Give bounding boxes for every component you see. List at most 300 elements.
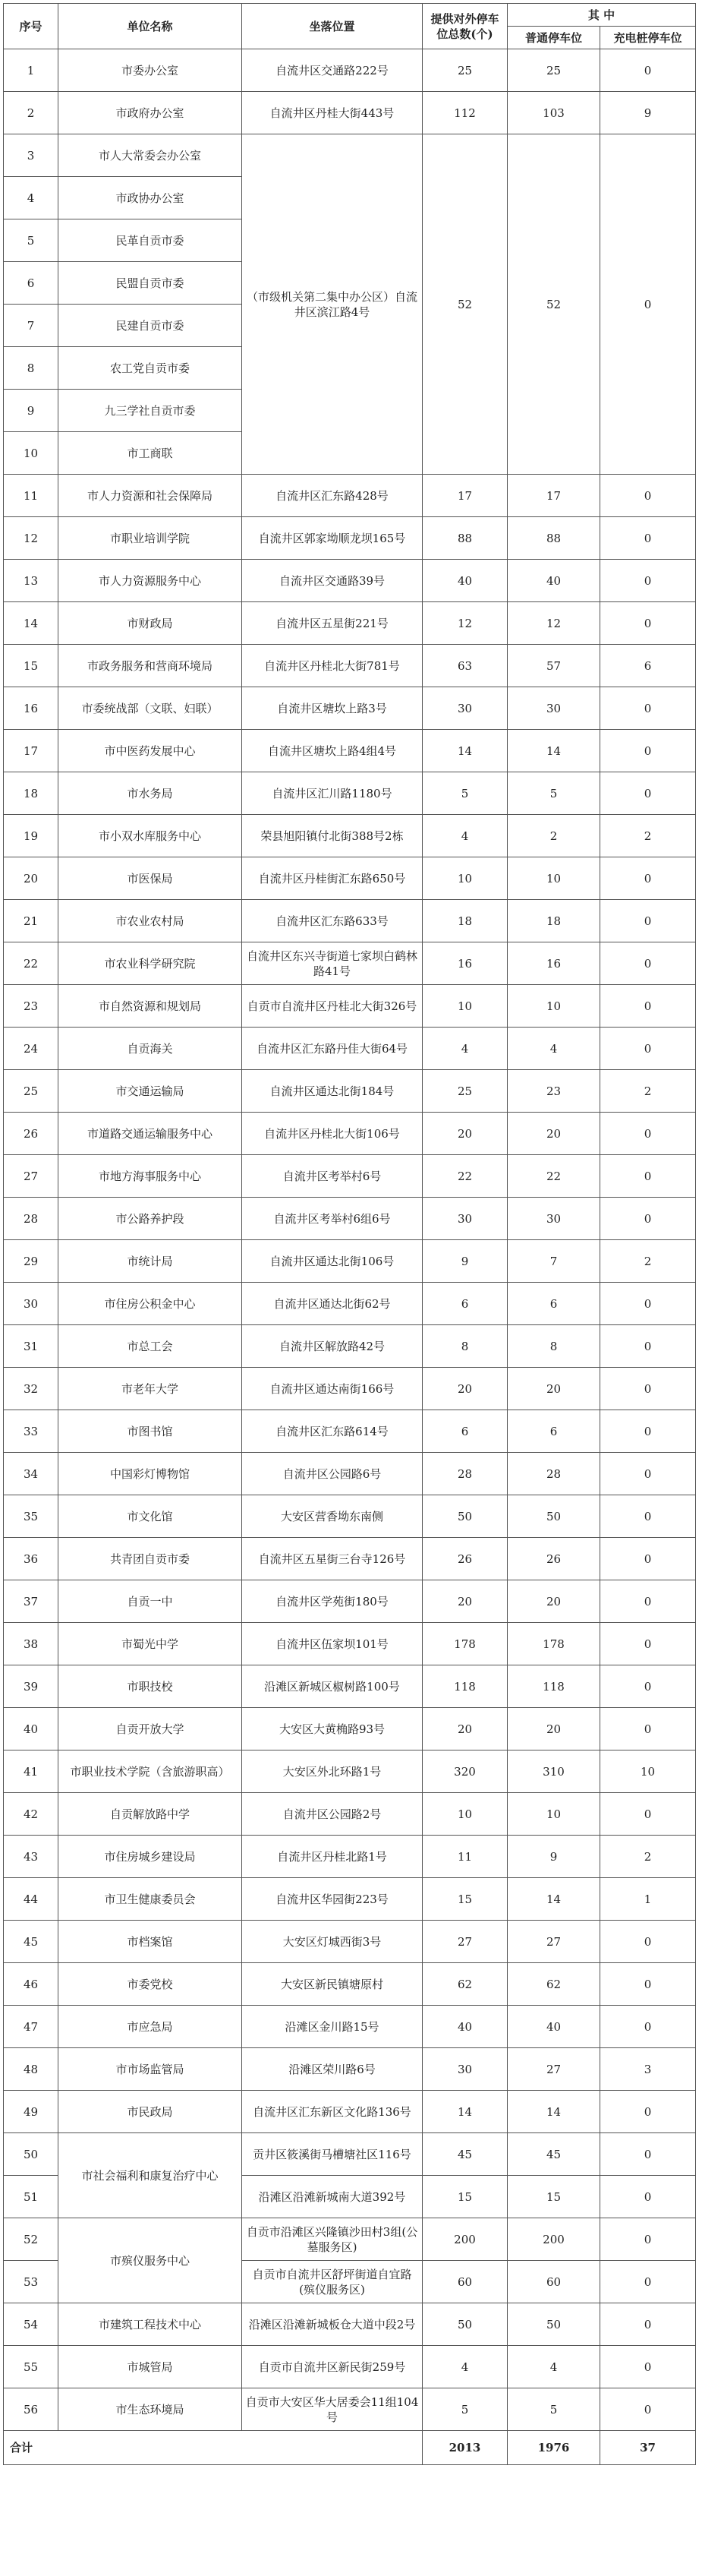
row-normal: 12 [508,602,600,645]
total-label: 合计 [4,2431,423,2465]
table-row [4,1878,696,1921]
row-location: 自流井区五星街三台寺126号 [242,1538,423,1580]
table-row [4,1155,696,1198]
row-unit-name: 自贡海关 [58,1028,242,1070]
row-seq: 16 [4,687,58,730]
row-unit-name: 市委办公室 [58,49,242,92]
row-total: 15 [423,2176,508,2218]
row-unit-name: 市政务服务和营商环境局 [58,645,242,687]
row-normal: 10 [508,1793,600,1836]
row-location: 自贡市自流井区舒坪街道自宜路(殡仪服务区) [242,2261,423,2303]
table-row [4,1113,696,1155]
row-seq: 56 [4,2388,58,2431]
row-total: 52 [423,134,508,475]
row-normal: 26 [508,1538,600,1580]
row-total: 28 [423,1453,508,1495]
row-normal: 52 [508,134,600,475]
row-normal: 2 [508,815,600,857]
row-total: 18 [423,900,508,942]
row-seq: 31 [4,1325,58,1368]
row-unit-name: 市统计局 [58,1240,242,1283]
row-normal: 310 [508,1750,600,1793]
header-normal: 普通停车位 [508,27,600,49]
row-seq: 3 [4,134,58,177]
row-location: 自流井区五星街221号 [242,602,423,645]
table-row [4,1836,696,1878]
table-row [4,687,696,730]
table-row [4,1495,696,1538]
row-unit-name: 市水务局 [58,772,242,815]
row-total: 118 [423,1665,508,1708]
row-normal: 4 [508,1028,600,1070]
row-unit-name: 市民政局 [58,2091,242,2133]
row-unit-name: 市医保局 [58,857,242,900]
table-row [4,2346,696,2388]
row-charging: 0 [600,1368,696,1410]
row-seq: 33 [4,1410,58,1453]
row-seq: 13 [4,560,58,602]
row-seq: 15 [4,645,58,687]
row-normal: 50 [508,2303,600,2346]
row-total: 25 [423,1070,508,1113]
row-normal: 28 [508,1453,600,1495]
row-charging: 0 [600,1708,696,1750]
row-location: 自贡市沿滩区兴隆镇沙田村3组(公墓服务区) [242,2218,423,2261]
row-charging: 0 [600,475,696,517]
row-charging: 1 [600,1878,696,1921]
row-total: 88 [423,517,508,560]
row-unit-name: 市生态环境局 [58,2388,242,2431]
row-location: 自流井区汇东路丹佳大街64号 [242,1028,423,1070]
row-seq: 35 [4,1495,58,1538]
row-seq: 34 [4,1453,58,1495]
row-location: 自流井区交通路222号 [242,49,423,92]
row-unit-name: 自贡一中 [58,1580,242,1623]
row-seq: 8 [4,347,58,390]
row-seq: 48 [4,2048,58,2091]
row-total: 5 [423,772,508,815]
row-charging: 0 [600,900,696,942]
row-charging: 3 [600,2048,696,2091]
row-total: 6 [423,1410,508,1453]
row-seq: 1 [4,49,58,92]
row-seq: 9 [4,390,58,432]
row-total: 14 [423,730,508,772]
row-unit-name: 市小双水库服务中心 [58,815,242,857]
row-normal: 20 [508,1708,600,1750]
total-sum: 2013 [423,2431,508,2465]
row-charging: 0 [600,1921,696,1963]
row-unit-name: 市卫生健康委员会 [58,1878,242,1921]
row-normal: 200 [508,2218,600,2261]
row-seq: 36 [4,1538,58,1580]
row-total: 4 [423,1028,508,1070]
table-row [4,2388,696,2431]
row-seq: 43 [4,1836,58,1878]
table-row [4,1070,696,1113]
table-row [4,1198,696,1240]
row-unit-name: 共青团自贡市委 [58,1538,242,1580]
table-row [4,1283,696,1325]
row-unit-name: 市交通运输局 [58,1070,242,1113]
table-row [4,1240,696,1283]
row-unit-name: 市住房城乡建设局 [58,1836,242,1878]
row-total: 20 [423,1580,508,1623]
row-normal: 57 [508,645,600,687]
table-row [4,2133,696,2176]
table-row [4,134,696,177]
row-total: 10 [423,985,508,1028]
row-total: 50 [423,2303,508,2346]
row-total: 112 [423,92,508,134]
row-normal: 10 [508,857,600,900]
row-unit-name: 市老年大学 [58,1368,242,1410]
row-total: 22 [423,1155,508,1198]
row-location: 自流井区通达北街62号 [242,1283,423,1325]
row-normal: 8 [508,1325,600,1368]
table-body [4,49,696,2465]
row-charging: 0 [600,1283,696,1325]
row-unit-name: 市政府办公室 [58,92,242,134]
header-unit: 单位名称 [58,4,242,49]
row-location: 沿滩区沿滩新城南大道392号 [242,2176,423,2218]
row-charging: 2 [600,1240,696,1283]
row-total: 178 [423,1623,508,1665]
row-charging: 0 [600,1155,696,1198]
row-charging: 0 [600,1623,696,1665]
row-location: 沿滩区沿滩新城板仓大道中段2号 [242,2303,423,2346]
row-charging: 0 [600,2346,696,2388]
row-seq: 39 [4,1665,58,1708]
row-location: 自流井区交通路39号 [242,560,423,602]
row-unit-name: 市农业农村局 [58,900,242,942]
row-unit-name: 市图书馆 [58,1410,242,1453]
row-unit-name: 市职业培训学院 [58,517,242,560]
row-location: 大安区营香坳东南侧 [242,1495,423,1538]
row-charging: 0 [600,1538,696,1580]
row-seq: 32 [4,1368,58,1410]
row-total: 11 [423,1836,508,1878]
row-unit-name: 市职业技术学院（含旅游职高） [58,1750,242,1793]
row-seq: 29 [4,1240,58,1283]
table-row [4,730,696,772]
table-row [4,942,696,985]
row-total: 20 [423,1113,508,1155]
row-location: 自流井区汇东新区文化路136号 [242,2091,423,2133]
row-seq: 45 [4,1921,58,1963]
row-normal: 15 [508,2176,600,2218]
row-unit-name: 市殡仪服务中心 [58,2218,242,2303]
row-unit-name: 民建自贡市委 [58,305,242,347]
table-row [4,92,696,134]
row-location: 自流井区考举村6号 [242,1155,423,1198]
row-unit-name: 市道路交通运输服务中心 [58,1113,242,1155]
row-charging: 0 [600,2176,696,2218]
row-location: （市级机关第二集中办公区）自流井区滨江路4号 [242,134,423,475]
row-location: 自流井区丹桂北大街106号 [242,1113,423,1155]
table-row [4,2091,696,2133]
total-row [4,2431,696,2465]
row-location: 自流井区塘坎上路4组4号 [242,730,423,772]
row-normal: 30 [508,1198,600,1240]
row-normal: 18 [508,900,600,942]
row-total: 17 [423,475,508,517]
row-charging: 0 [600,2091,696,2133]
row-normal: 88 [508,517,600,560]
row-seq: 17 [4,730,58,772]
row-total: 12 [423,602,508,645]
row-total: 40 [423,560,508,602]
row-total: 15 [423,1878,508,1921]
row-total: 26 [423,1538,508,1580]
row-seq: 18 [4,772,58,815]
row-seq: 25 [4,1070,58,1113]
row-normal: 40 [508,2006,600,2048]
row-unit-name: 民革自贡市委 [58,219,242,262]
row-location: 自流井区东兴寺街道七家坝白鹤林路41号 [242,942,423,985]
row-charging: 2 [600,815,696,857]
row-seq: 51 [4,2176,58,2218]
row-charging: 0 [600,772,696,815]
row-seq: 38 [4,1623,58,1665]
row-seq: 6 [4,262,58,305]
row-normal: 4 [508,2346,600,2388]
row-total: 40 [423,2006,508,2048]
row-location: 自贡市自流井区丹桂北大街326号 [242,985,423,1028]
row-total: 50 [423,1495,508,1538]
row-unit-name: 九三学社自贡市委 [58,390,242,432]
row-charging: 0 [600,560,696,602]
row-normal: 40 [508,560,600,602]
row-total: 30 [423,1198,508,1240]
row-charging: 0 [600,517,696,560]
row-normal: 118 [508,1665,600,1708]
row-charging: 0 [600,602,696,645]
row-charging: 0 [600,730,696,772]
row-location: 自流井区公园路6号 [242,1453,423,1495]
row-location: 大安区灯城西街3号 [242,1921,423,1963]
row-total: 45 [423,2133,508,2176]
row-charging: 0 [600,2303,696,2346]
row-seq: 30 [4,1283,58,1325]
row-normal: 20 [508,1368,600,1410]
row-unit-name: 市农业科学研究院 [58,942,242,985]
table-row [4,1623,696,1665]
table-row [4,815,696,857]
row-seq: 20 [4,857,58,900]
total-normal: 1976 [508,2431,600,2465]
row-location: 自流井区丹桂大街443号 [242,92,423,134]
row-seq: 55 [4,2346,58,2388]
row-seq: 12 [4,517,58,560]
table-row [4,2218,696,2261]
row-total: 320 [423,1750,508,1793]
table-row [4,1750,696,1793]
row-normal: 16 [508,942,600,985]
row-unit-name: 市总工会 [58,1325,242,1368]
row-unit-name: 民盟自贡市委 [58,262,242,305]
row-unit-name: 市委党校 [58,1963,242,2006]
row-total: 30 [423,687,508,730]
table-row [4,1325,696,1368]
row-total: 6 [423,1283,508,1325]
row-charging: 0 [600,134,696,475]
row-unit-name: 市公路养护段 [58,1198,242,1240]
row-seq: 52 [4,2218,58,2261]
row-charging: 0 [600,2261,696,2303]
row-charging: 0 [600,1453,696,1495]
row-location: 大安区外北环路1号 [242,1750,423,1793]
row-total: 4 [423,2346,508,2388]
row-total: 20 [423,1708,508,1750]
row-total: 62 [423,1963,508,2006]
table-row [4,1368,696,1410]
row-location: 自流井区汇川路1180号 [242,772,423,815]
row-unit-name: 市人力资源和社会保障局 [58,475,242,517]
header-location: 坐落位置 [242,4,423,49]
row-location: 自流井区汇东路428号 [242,475,423,517]
row-normal: 6 [508,1283,600,1325]
row-charging: 0 [600,1325,696,1368]
table-row [4,1410,696,1453]
table-row [4,560,696,602]
table-row [4,1793,696,1836]
row-normal: 10 [508,985,600,1028]
row-unit-name: 市蜀光中学 [58,1623,242,1665]
row-normal: 14 [508,2091,600,2133]
row-charging: 0 [600,1665,696,1708]
row-location: 自流井区公园路2号 [242,1793,423,1836]
row-seq: 5 [4,219,58,262]
row-seq: 26 [4,1113,58,1155]
header-total: 提供对外停车位总数(个) [423,4,508,49]
row-unit-name: 市地方海事服务中心 [58,1155,242,1198]
row-charging: 10 [600,1750,696,1793]
row-seq: 23 [4,985,58,1028]
row-charging: 0 [600,49,696,92]
row-location: 沿滩区金川路15号 [242,2006,423,2048]
table-row [4,1963,696,2006]
row-location: 自贡市自流井区新民街259号 [242,2346,423,2388]
row-seq: 4 [4,177,58,219]
row-location: 自流井区丹桂北路1号 [242,1836,423,1878]
row-seq: 54 [4,2303,58,2346]
row-charging: 0 [600,687,696,730]
row-charging: 0 [600,2218,696,2261]
row-normal: 14 [508,730,600,772]
row-charging: 0 [600,2133,696,2176]
parking-table-container [3,3,696,2465]
row-charging: 0 [600,1580,696,1623]
row-normal: 178 [508,1623,600,1665]
row-unit-name: 市职技校 [58,1665,242,1708]
row-seq: 10 [4,432,58,475]
header-charging: 充电桩停车位 [600,27,696,49]
row-normal: 6 [508,1410,600,1453]
table-row [4,900,696,942]
row-charging: 0 [600,1198,696,1240]
row-normal: 25 [508,49,600,92]
row-seq: 27 [4,1155,58,1198]
row-location: 大安区大黄桷路93号 [242,1708,423,1750]
row-location: 贡井区筱溪街马槽塘社区116号 [242,2133,423,2176]
row-location: 自流井区塘坎上路3号 [242,687,423,730]
row-seq: 47 [4,2006,58,2048]
row-total: 10 [423,1793,508,1836]
row-unit-name: 市工商联 [58,432,242,475]
row-unit-name: 市财政局 [58,602,242,645]
row-total: 200 [423,2218,508,2261]
row-unit-name: 市自然资源和规划局 [58,985,242,1028]
row-seq: 28 [4,1198,58,1240]
table-row [4,1921,696,1963]
row-total: 63 [423,645,508,687]
table-row [4,2048,696,2091]
row-normal: 20 [508,1580,600,1623]
row-location: 自流井区解放路42号 [242,1325,423,1368]
row-seq: 53 [4,2261,58,2303]
row-seq: 50 [4,2133,58,2176]
header-of-which: 其 中 [508,4,696,27]
table-row [4,49,696,92]
row-unit-name: 自贡开放大学 [58,1708,242,1750]
row-charging: 0 [600,2006,696,2048]
row-seq: 11 [4,475,58,517]
row-normal: 5 [508,772,600,815]
parking-table [3,3,696,2465]
row-unit-name: 市委统战部（文联、妇联） [58,687,242,730]
row-charging: 2 [600,1836,696,1878]
row-charging: 0 [600,1028,696,1070]
row-location: 自流井区华园街223号 [242,1878,423,1921]
row-unit-name: 中国彩灯博物馆 [58,1453,242,1495]
table-row [4,772,696,815]
row-charging: 0 [600,2388,696,2431]
row-unit-name: 市档案馆 [58,1921,242,1963]
row-total: 27 [423,1921,508,1963]
table-row [4,602,696,645]
row-seq: 37 [4,1580,58,1623]
row-normal: 7 [508,1240,600,1283]
row-charging: 0 [600,1410,696,1453]
table-row [4,1580,696,1623]
row-location: 自流井区郭家坳顺龙坝165号 [242,517,423,560]
row-seq: 19 [4,815,58,857]
row-location: 自流井区考举村6组6号 [242,1198,423,1240]
row-unit-name: 市应急局 [58,2006,242,2048]
table-row [4,857,696,900]
row-location: 沿滩区新城区椒树路100号 [242,1665,423,1708]
row-seq: 21 [4,900,58,942]
row-total: 25 [423,49,508,92]
row-location: 自流井区学苑街180号 [242,1580,423,1623]
row-total: 5 [423,2388,508,2431]
table-row [4,1538,696,1580]
row-total: 14 [423,2091,508,2133]
row-total: 60 [423,2261,508,2303]
row-normal: 45 [508,2133,600,2176]
row-normal: 50 [508,1495,600,1538]
row-seq: 42 [4,1793,58,1836]
table-row [4,1028,696,1070]
row-total: 30 [423,2048,508,2091]
row-normal: 20 [508,1113,600,1155]
table-row [4,1708,696,1750]
row-location: 大安区新民镇塘原村 [242,1963,423,2006]
row-charging: 0 [600,857,696,900]
table-row [4,985,696,1028]
row-normal: 5 [508,2388,600,2431]
